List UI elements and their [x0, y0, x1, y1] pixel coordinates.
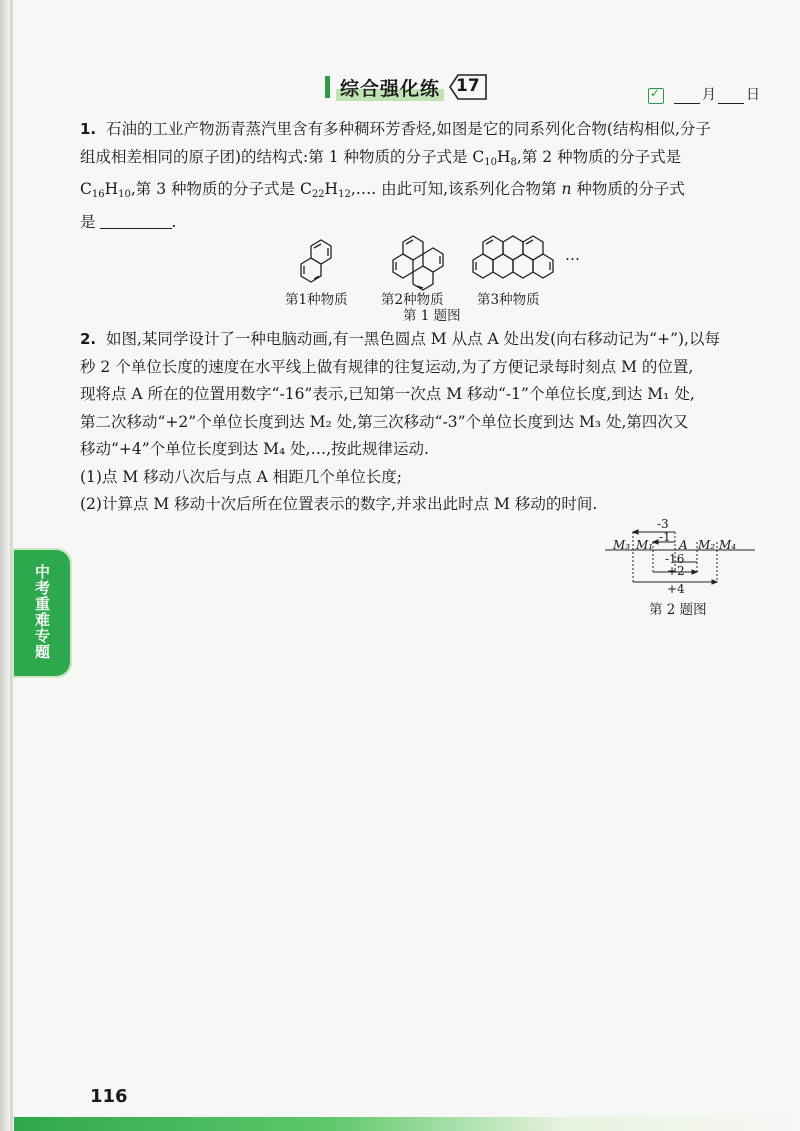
aromatic-ring-structures-icon [275, 232, 595, 292]
page-number: 116 [90, 1086, 128, 1107]
day-label: 日 [746, 87, 760, 103]
q1-line-1: 石油的工业产物沥青蒸汽里含有多种稠环芳香烃,如图是它的同系列化合物(结构相似,分子 [106, 120, 711, 138]
month-blank [674, 89, 700, 104]
q2-line-4: 第二次移动“+2”个单位长度到达 M₂ 处,第三次移动“-3”个单位长度到达 M₃ 处,第四次又 [80, 412, 689, 431]
label-m4: M₄ [719, 538, 737, 552]
value-a: -16 [665, 552, 685, 566]
question-number: 2. [80, 330, 97, 348]
exercise-number: 17 [456, 76, 480, 96]
move-minus-1: -1 [659, 530, 671, 544]
figure-1 [275, 232, 595, 322]
subscript: 22 [311, 189, 325, 200]
q2-line-3: 现将点 A 所在的位置用数字“-16”表示,已知第一次点 M 移动“-1”个单位长度,到达 M₁ 处, [80, 385, 695, 403]
q1-line-2 [80, 144, 760, 177]
q1-text: H [104, 180, 119, 198]
q2-line-5: 移动“+4”个单位长度到达 M₄ 处,…,按此规律运动. [80, 440, 429, 458]
answer-blank[interactable] [100, 212, 172, 229]
move-plus-4: +4 [667, 582, 685, 596]
figure-label-1: 第1种物质 [285, 292, 348, 308]
q2-line-1: 如图,某同学设计了一种电脑动画,有一黑色圆点 M 从点 A 处出发(向右移动记为“+”),以每 [106, 330, 720, 348]
day-blank [718, 89, 744, 104]
question-number: 1. [80, 120, 97, 138]
label-m2: M₂ [698, 538, 716, 552]
move-minus-3: -3 [657, 517, 669, 531]
subscript: 16 [91, 189, 105, 200]
q1-text: 是 [80, 212, 96, 231]
q1-text: 种物质的分子式 [571, 180, 685, 198]
title-accent-bar [325, 76, 330, 98]
q1-text: 组成相差相同的原子团)的结构式:第 1 种物质的分子式是 C [80, 147, 485, 166]
date-field [648, 84, 760, 104]
section-title [325, 72, 488, 102]
label-m1: M₁ [636, 538, 654, 552]
page-header [0, 66, 800, 106]
subscript: 10 [484, 156, 498, 168]
question-1 [80, 116, 760, 236]
q2-part-1: (1)点 M 移动八次后与点 A 相距几个单位长度; [80, 467, 402, 486]
q1-line-3 [80, 176, 760, 209]
subscript: 8 [510, 156, 517, 168]
q1-text: ,…. 由此可知,该系列化合物第 [350, 180, 562, 198]
calendar-check-icon [648, 88, 664, 104]
move-plus-2: +2 [667, 564, 685, 578]
figure-label-3: 第3种物质 [477, 292, 540, 308]
bottom-color-bar [14, 1117, 800, 1131]
month-label: 月 [702, 87, 716, 103]
figure-2 [605, 517, 755, 618]
q1-text: ,第 2 种物质的分子式是 [516, 147, 682, 166]
q1-text: H [497, 147, 511, 166]
q1-text: C [80, 180, 92, 198]
ellipsis: … [565, 246, 580, 264]
label-a: A [679, 538, 688, 552]
figure-1-caption: 第 1 题图 [403, 308, 461, 324]
figure-label-2: 第2种物质 [381, 292, 444, 308]
q1-text: H [324, 180, 339, 198]
q1-text: . [171, 212, 177, 231]
variable-n: n [561, 180, 572, 198]
chapter-side-tab-label: 中考重难专题 [33, 564, 51, 660]
subscript: 10 [118, 189, 131, 200]
section-title-text: 综合强化练 [336, 74, 444, 101]
question-2 [80, 326, 760, 519]
chapter-side-tab [12, 548, 72, 678]
figure-2-caption: 第 2 题图 [649, 602, 707, 618]
q2-part-2: (2)计算点 M 移动十次后所在位置表示的数字,并求出此时点 M 移动的时间. [80, 495, 598, 513]
exercise-number-badge [448, 72, 488, 102]
subscript: 12 [338, 189, 351, 200]
q2-line-2: 秒 2 个单位长度的速度在水平线上做有规律的往复运动,为了方便记录每时刻点 M 的位置, [80, 357, 694, 376]
q1-text: ,第 3 种物质的分子式是 C [130, 180, 312, 198]
page-binding-shadow [0, 0, 10, 1131]
label-m3: M₃ [613, 538, 631, 552]
